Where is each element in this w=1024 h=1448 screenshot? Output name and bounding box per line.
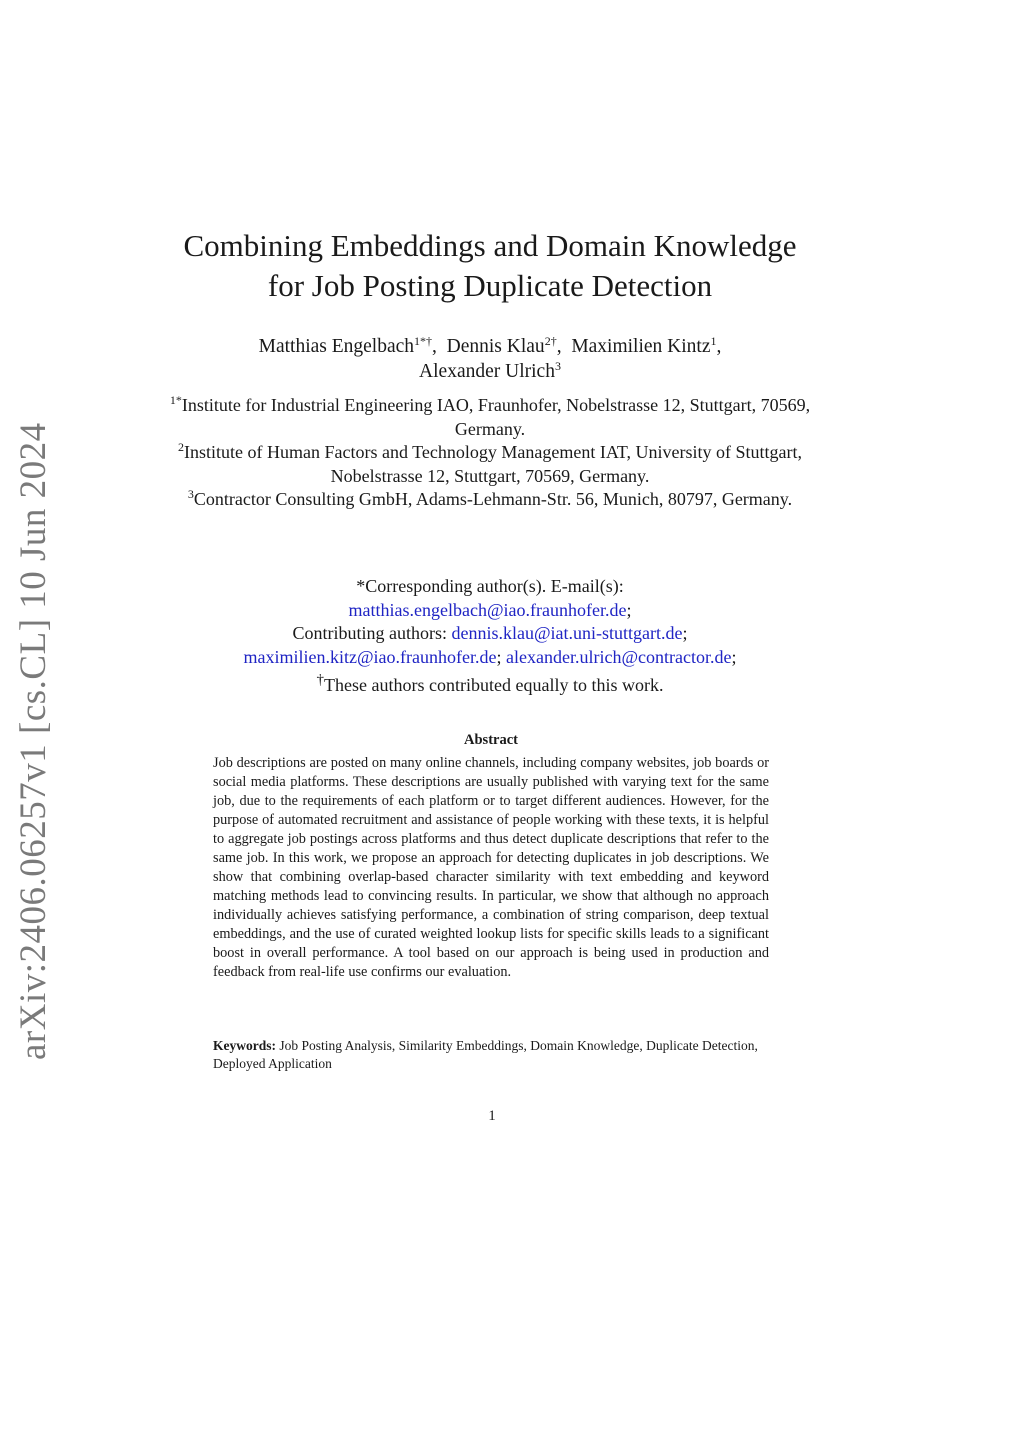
contributing-email-link[interactable]: dennis.klau@iat.uni-stuttgart.de: [451, 623, 683, 643]
author-marks: 1: [710, 334, 717, 348]
affiliation-mark: 3: [187, 487, 194, 501]
equal-contribution-mark: †: [316, 672, 325, 688]
keywords-text: Job Posting Analysis, Similarity Embeddings, Domain Knowledge, Duplicate Detection, Deployed Application: [213, 1038, 758, 1071]
affiliation-text: Institute for Industrial Engineering IAO, Fraunhofer, Nobelstrasse 12, Stuttgart, 70569, Germany.: [181, 395, 811, 439]
author-name: Dennis Klau: [446, 336, 545, 357]
equal-contribution-note: These authors contributed equally to this work.: [324, 675, 664, 695]
author-name: Alexander Ulrich: [419, 361, 555, 382]
author-name: Maximilien Kintz: [571, 336, 711, 357]
title-line-2: for Job Posting Duplicate Detection: [267, 268, 713, 303]
affiliation-mark: 2: [178, 440, 185, 454]
contributing-email-link[interactable]: maximilien.kitz@iao.fraunhofer.de: [243, 646, 497, 667]
abstract-heading: Abstract: [464, 732, 518, 748]
title-line-1: Combining Embeddings and Domain Knowledge: [183, 228, 797, 263]
author-name: Matthias Engelbach: [258, 336, 415, 357]
arxiv-identifier-stamp: arXiv:2406.06257v1 [cs.CL] 10 Jun 2024: [13, 422, 54, 1060]
correspondence-block: *Corresponding author(s). E-mail(s): matthias.engelbach@iao.fraunhofer.de; Contributing authors: dennis.klau@iat.uni-stuttgart.de; maximilien.kitz@iao.fraunhofer.de; alexander.ulrich@contractor.de; †These authors contributed equally to this work.: [150, 575, 830, 698]
abstract-body: Job descriptions are posted on many online channels, including company websites, job boards or social media platforms. These descriptions are usually published with varying text for the same job, due to the requirements of each platform or to target different audiences. However, for the purpose of automated recruitment and assistance of people working with these texts, it is helpful to aggregate job postings across platforms and thus detect duplicate descriptions that refer to the same job. In this work, we propose an approach for detecting duplicates in job descriptions. We show that combining overlap-based character similarity with text embedding and keyword matching methods lead to convincing results. In particular, we show that although no approach individually achieves satisfying performance, a combination of string comparison, deep textual embeddings, and the use of curated weighted lookup lists for specific skills leads to a significant boost in overall performance. A tool based on our approach is being used in production and feedback from real-life use confirms our evaluation.: [213, 755, 769, 980]
corresponding-intro: *Corresponding author(s). E-mail(s):: [356, 576, 624, 596]
affiliations: [150, 394, 830, 512]
paper-title: [150, 226, 830, 306]
keywords-block: [213, 1037, 769, 1072]
affiliation-item: [150, 441, 830, 488]
page-number: 1: [488, 1108, 496, 1124]
keywords-label: Keywords:: [213, 1038, 276, 1053]
affiliation-text: Institute of Human Factors and Technology Management IAT, University of Stuttgart, Nobelstrasse 12, Stuttgart, 70569, Germany.: [184, 442, 802, 486]
affiliation-item: [150, 488, 830, 512]
author-marks: 2†: [544, 334, 557, 348]
author-list: Matthias Engelbach$^{1*\dagger}$, Dennis Klau$^{2\dagger}$, Maximilien Kintz$^1$, Alexander Ulrich$^3$: [258, 334, 722, 382]
affiliation-item: [150, 394, 830, 441]
affiliation-mark: 1*: [169, 393, 182, 407]
contributing-email-link[interactable]: alexander.ulrich@contractor.de: [506, 646, 732, 667]
author-marks: 3: [554, 359, 561, 373]
corresponding-email-link[interactable]: matthias.engelbach@iao.fraunhofer.de: [348, 599, 627, 620]
affiliation-text: Contractor Consulting GmbH, Adams-Lehmann-Str. 56, Munich, 80797, Germany.: [193, 489, 793, 509]
author-marks: 1*†: [414, 334, 433, 348]
contributing-label: Contributing authors:: [292, 623, 447, 643]
